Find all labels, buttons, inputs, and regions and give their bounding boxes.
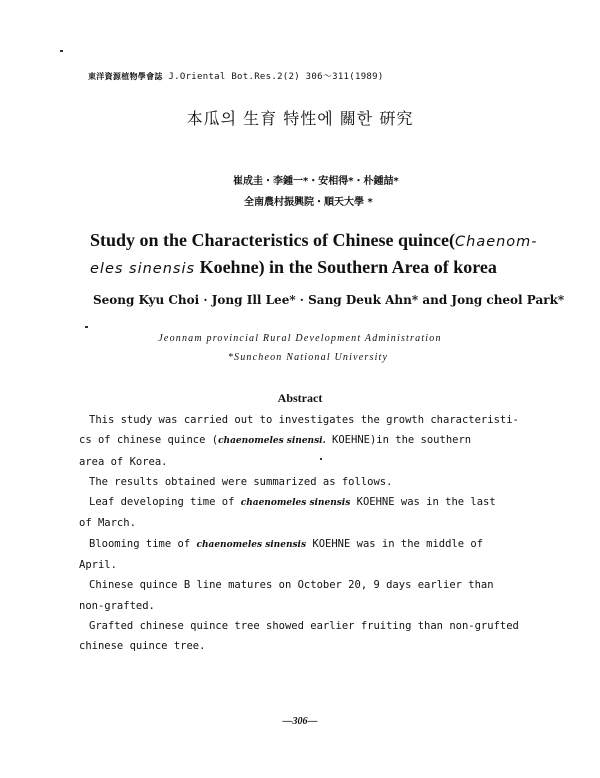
- species-name: chaenomeles sinensis: [240, 498, 351, 509]
- korean-authors: 崔成圭・李鍾一*・安相得*・朴鍾喆*: [233, 176, 399, 187]
- abstract-line: area of Korea.: [79, 455, 168, 468]
- english-authors: Seong Kyu Choi · Jong Ill Lee* · Sang Deuk Ahn* and Jong cheol Park*: [93, 293, 565, 307]
- abstract-line: Grafted chinese quince tree showed earlier fruiting than non-grufted: [89, 619, 519, 632]
- title-species-a: Chaenom-: [455, 234, 538, 250]
- scan-speck: [85, 326, 88, 328]
- english-title: [90, 228, 538, 282]
- title-species-b: eles sinensis: [90, 261, 196, 277]
- affiliation-1: Jeonnam provincial Rural Development Administration: [158, 333, 442, 344]
- journal-korean-name: 東洋資源植物學會誌: [88, 72, 163, 81]
- species-name: chaenomeles sinensi.: [218, 436, 326, 447]
- korean-affiliation: 全南農村振興院・順天大學 *: [244, 197, 373, 208]
- page-number: —306—: [282, 716, 318, 727]
- abstract-line: April.: [79, 559, 117, 572]
- abstract-line: [79, 492, 549, 513]
- abstract-line: chinese quince tree.: [79, 640, 206, 653]
- abstract-line: The results obtained were summarized as follows.: [89, 475, 393, 488]
- abstract-text: cs of chinese quince (: [79, 434, 219, 447]
- journal-header: [88, 69, 384, 82]
- abstract-text: KOEHNE was in the last: [350, 496, 496, 509]
- abstract-heading: Abstract: [277, 391, 323, 405]
- abstract-line: Chinese quince B line matures on October 20, 9 days earlier than: [89, 579, 494, 592]
- abstract-line: [79, 430, 549, 451]
- abstract-text: KOEHNE was in the middle of: [306, 537, 484, 550]
- abstract-text: Leaf developing time of: [89, 496, 241, 509]
- affiliation-2: *Suncheon National University: [227, 352, 389, 363]
- title-part2: Koehne) in the Southern Area of korea: [195, 257, 497, 277]
- species-name: chaenomeles sinensis: [196, 539, 307, 550]
- journal-citation: J.Oriental Bot.Res.2(2) 306～311(1989): [168, 72, 384, 82]
- abstract-text: Blooming time of: [89, 537, 197, 550]
- korean-title: 本瓜의 生育 特性에 關한 硏究: [186, 109, 414, 128]
- abstract-line: [79, 534, 549, 555]
- abstract-line: This study was carried out to investigates the growth characteristi-: [89, 414, 519, 426]
- abstract-line: of March.: [79, 517, 136, 530]
- title-part1: Study on the Characteristics of Chinese quince(: [90, 230, 455, 250]
- scan-speck: [60, 50, 63, 52]
- abstract-line: non-grafted.: [79, 599, 155, 612]
- abstract-body: [79, 410, 549, 657]
- abstract-text: KOEHNE)in the southern: [325, 434, 472, 447]
